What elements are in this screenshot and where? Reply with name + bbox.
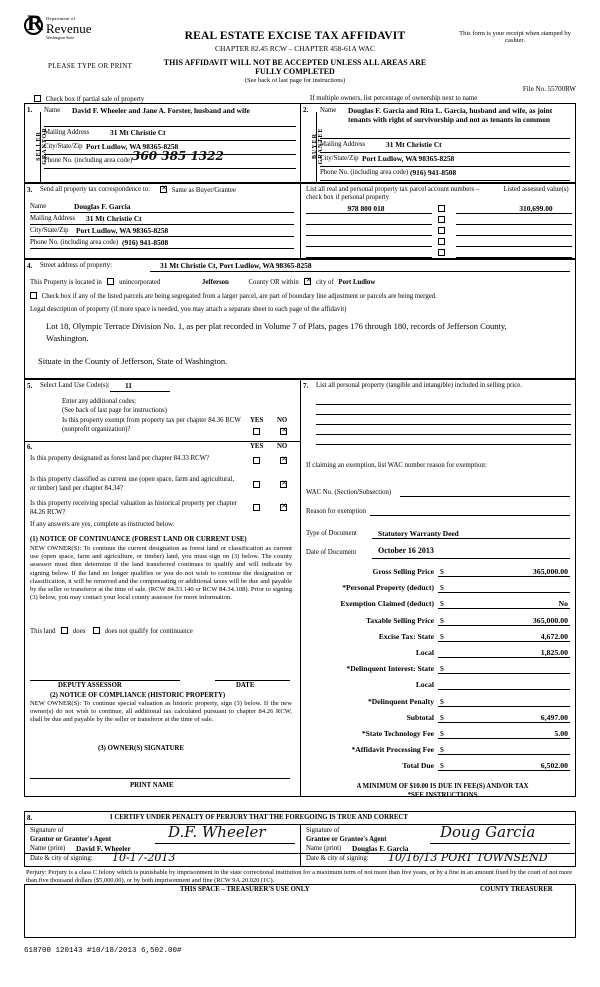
s3-mailing-value: 31 Mt Christie Ct xyxy=(86,214,142,223)
amount-currency-symbol: $ xyxy=(440,599,444,608)
amount-currency-symbol: $ xyxy=(440,583,444,592)
no-header-5: NO xyxy=(277,417,288,424)
treasurer-space-label: THIS SPACE – TREASURER'S USE ONLY xyxy=(180,886,310,893)
forest-yes-checkbox[interactable] xyxy=(253,457,260,464)
amount-label: *Delinquent Interest: State xyxy=(346,664,434,673)
parcel-number: 978 800 018 xyxy=(347,204,385,213)
continuance-text: NEW OWNER(S): To continue the current designation as forest land or classification as current use (open space, farm and agriculture, or timber) land, you must sign on (3) below. The county assessor must then determine if the land transferred continues to qualify and will indicate by signing below. If the land no longer qualifies or you do not wish to continue the designation or classification, it will be removed and the compensating or additional taxes will be due and payable by the seller or transferor at the time of sale. (RCW 84.33.140 or RCW 84.34.108). Prior to signing (3) below, you may contact your local county assessor for more information. xyxy=(30,545,292,602)
amount-label: Local xyxy=(415,680,434,689)
amount-label: Total Due xyxy=(402,761,434,770)
grantee-sig-label-2: Grantee or Grantee's Agent xyxy=(306,836,387,843)
agency-name-label: Revenue xyxy=(46,21,92,36)
city-word: city of xyxy=(316,279,334,286)
form-title-block xyxy=(150,30,440,84)
grantor-name-value: David F. Wheeler xyxy=(76,844,131,853)
parcel-assessed-line xyxy=(456,246,572,247)
grantee-name-value: Douglas F. Garcia xyxy=(352,844,409,853)
parcel-numbers-label: List all real and personal property tax parcel account numbers – check box if personal property xyxy=(306,186,480,201)
reason-exemption-label: Reason for exemption xyxy=(306,508,367,515)
s3-name-label: Name xyxy=(30,203,47,210)
unincorporated-checkbox[interactable] xyxy=(107,278,114,285)
seller-name-label: Name xyxy=(44,107,61,114)
section-3-number: 3. xyxy=(27,186,33,194)
receipt-note: This form is your receipt when stamped by cashier. xyxy=(459,30,571,44)
amount-line xyxy=(438,608,570,609)
city-checkbox[interactable] xyxy=(304,278,311,285)
amount-line xyxy=(438,673,570,674)
amount-value: 6,502.00 xyxy=(540,761,568,770)
amount-line xyxy=(438,754,570,755)
grantee-date-label: Date & city of signing: xyxy=(306,855,369,862)
historic-no-checkbox[interactable] xyxy=(280,504,287,511)
seller-phone-label: Phone No. (including area code) xyxy=(44,157,133,164)
document-date-label: Date of Document xyxy=(306,549,357,556)
buyer-city-value: Port Ludlow, WA 98365-8258 xyxy=(362,154,455,163)
deputy-assessor-label: DEPUTY ASSESSOR xyxy=(58,682,122,689)
amount-value: 365,000.00 xyxy=(532,616,568,625)
amount-label: Local xyxy=(415,648,434,657)
amount-line xyxy=(438,706,570,707)
amount-currency-symbol: $ xyxy=(440,567,444,576)
amount-value: 1,825.00 xyxy=(540,648,568,657)
buyer-mailing-value: 31 Mt Christie Ct xyxy=(386,140,442,149)
parcel-personal-checkbox[interactable] xyxy=(438,249,445,256)
answers-note: If any answers are yes, complete as instructed below. xyxy=(30,521,175,528)
parcel-assessed-line xyxy=(456,235,572,236)
amount-value: No xyxy=(558,599,568,608)
land-use-label: Select Land Use Code(s): xyxy=(40,382,110,389)
located-label: This Property is located in xyxy=(30,279,102,286)
compliance-text: NEW OWNER(S): To continue special valuation as historic property, sign (3) below. If the new owner(s) do not wish to continue, all additional tax calculated pursuant to chapter 84.26 RCW, shall be due and payable by the seller or transferor at the time of sale. xyxy=(30,700,292,724)
amount-line xyxy=(438,641,570,642)
grantor-name-label: Name (print) xyxy=(30,845,66,852)
grantor-sig-label-1: Signature of xyxy=(30,827,64,834)
s3-phone-value: (916) 941-8508 xyxy=(122,238,169,247)
amount-currency-symbol: $ xyxy=(440,664,444,673)
same-as-buyer-label: Same as Buyer/Grantee xyxy=(171,187,236,194)
section-3-divider xyxy=(300,183,301,259)
page-title: REAL ESTATE EXCISE TAX AFFIDAVIT xyxy=(184,30,406,42)
buyer-city-label: City/State/Zip xyxy=(320,155,359,162)
compliance-title: (2) NOTICE OF COMPLIANCE (HISTORIC PROPERTY) xyxy=(50,692,226,699)
land-use-code-value: 11 xyxy=(125,381,132,390)
wac-number-label: WAC No. (Section/Subsection) xyxy=(306,489,392,496)
owner-signature-label: (3) OWNER(S) SIGNATURE xyxy=(98,745,184,752)
personal-property-label: List all personal property (tangible and intangible) included in selling price. xyxy=(316,382,522,389)
exempt-yes-checkbox[interactable] xyxy=(253,428,260,435)
parcel-personal-checkbox[interactable] xyxy=(438,227,445,234)
amount-line xyxy=(438,657,570,658)
parcel-assessed-line xyxy=(456,257,572,258)
parcel-assessed-line xyxy=(456,224,572,225)
amount-line xyxy=(438,576,570,577)
buyer-phone-label: Phone No. (including area code) xyxy=(320,169,409,176)
parcel-number-line xyxy=(306,257,432,258)
amount-value: 5.00 xyxy=(554,729,568,738)
county-word: County OR within xyxy=(248,279,299,286)
parcel-personal-checkbox[interactable] xyxy=(438,205,445,212)
this-land-label: This land xyxy=(30,628,56,635)
parcel-personal-checkbox[interactable] xyxy=(438,216,445,223)
please-type-label: PLEASE TYPE OR PRINT xyxy=(48,62,133,70)
assessed-value-label: Listed assessed value(s) xyxy=(503,186,569,193)
treasurer-stamp: 618700 120143 #10/18/2013 6,502.00# xyxy=(24,947,182,955)
perjury-note: Perjury: Perjury is a class C felony which is punishable by imprisonment in the state correctional institution for a maximum term of not more than five years, or by a fine in an amount fixed by the court of not more than five thousand dollars ($5,000.00), or by both imprisonment and fine (RCW 9A.20.020 (1C). xyxy=(26,869,573,884)
document-type-value: Statutory Warranty Deed xyxy=(378,529,459,538)
amount-currency-symbol: $ xyxy=(440,616,444,625)
buyer-name-value: Douglas F. Garcia and Rita L. Garcia, husband and wife, as joint tenants with right of survivorship and not as tenants in common xyxy=(348,106,553,124)
buyer-mailing-label: Mailing Address xyxy=(320,141,366,148)
amount-label: *State Technology Fee xyxy=(361,729,434,738)
parcel-number-line xyxy=(306,224,432,225)
forest-land-question: Is this property designated as forest land per chapter 84.33 RCW? xyxy=(30,455,210,462)
assessor-date-label: DATE xyxy=(236,682,255,689)
does-checkbox[interactable] xyxy=(61,627,68,634)
amount-label: Subtotal xyxy=(406,713,434,722)
located-row xyxy=(30,278,375,286)
amount-currency-symbol: $ xyxy=(440,761,444,770)
section-8-divider xyxy=(300,824,301,867)
seller-mailing-label: Mailing Address xyxy=(44,129,90,136)
parcel-number-line xyxy=(306,213,432,214)
legal-description-text-2: Situate in the County of Jefferson, State of Washington. xyxy=(38,356,228,366)
forest-no-checkbox[interactable] xyxy=(280,457,287,464)
partial-sale-checkbox[interactable] xyxy=(34,95,41,102)
buyer-phone-value: (916) 941-8508 xyxy=(410,168,457,177)
see-instructions-note: *SEE INSTRUCTIONS xyxy=(407,792,478,799)
parcel-assessed-line xyxy=(456,213,572,214)
document-date-value: October 16 2013 xyxy=(378,546,434,555)
seller-mailing-value: 31 Mt Christie Ct xyxy=(110,128,166,137)
continuance-qualify-row[interactable] xyxy=(30,627,193,635)
current-use-yes-checkbox[interactable] xyxy=(253,481,260,488)
amount-label: Exemption Claimed (deduct) xyxy=(340,599,434,608)
does-not-label: does not qualify for continuance xyxy=(104,628,193,635)
city-value: Port Ludlow xyxy=(338,279,376,286)
county-value: Jefferson xyxy=(202,279,229,286)
amount-currency-symbol: $ xyxy=(440,729,444,738)
section-6-number: 6. xyxy=(27,443,33,451)
amount-label: *Personal Property (deduct) xyxy=(342,583,434,592)
amount-line xyxy=(438,592,570,593)
legal-description-label: Legal description of property (if more space is needed, you may attach a separate sheet to each page of the affidavit) xyxy=(30,306,347,313)
seller-phone-value: 360 385 1322 xyxy=(132,149,224,163)
parties-divider xyxy=(300,103,301,183)
enter-codes-label: Enter any additional codes: xyxy=(62,398,137,405)
file-number xyxy=(523,85,576,93)
amount-label: Gross Selling Price xyxy=(372,567,434,576)
grantor-signature[interactable]: D.F. Wheeler xyxy=(168,823,266,841)
grantor-sig-label-2: Grantor or Grantor's Agent xyxy=(30,836,112,843)
segregate-label: Check box if any of the listed parcels are being segregated from a larger parcel, are part of boundary line adjustment or parcels are being merged. xyxy=(41,293,437,300)
file-number-value: 55700RW xyxy=(547,85,576,93)
amount-value: 6,497.00 xyxy=(540,713,568,722)
s3-city-label: City/State/Zip xyxy=(30,227,69,234)
section-2-number: 2. xyxy=(303,106,309,114)
form-subtitle: CHAPTER 82.45 RCW – CHAPTER 458-61A WAC xyxy=(215,44,375,53)
legal-description-text-1: Lot 18, Olympic Terrace Division No. 1, as per plat recorded in Volume 7 of Plats, pages 176 through 180, records of Jefferson County, Washington. xyxy=(46,321,507,343)
section-7-number: 7. xyxy=(303,382,309,390)
current-use-no-checkbox[interactable] xyxy=(280,481,287,488)
parcel-number-line xyxy=(306,246,432,247)
yes-header-5: YES xyxy=(250,417,264,424)
document-type-label: Type of Document xyxy=(306,530,357,537)
form-instructions-note: (See back of last page for instructions) xyxy=(244,77,346,84)
amount-currency-symbol: $ xyxy=(440,745,444,754)
buyer-name-label: Name xyxy=(320,107,337,114)
treasurer-box xyxy=(24,884,576,938)
does-label: does xyxy=(72,628,86,635)
section-5-number: 5. xyxy=(27,382,33,390)
grantor-date-label: Date & city of signing: xyxy=(30,855,93,862)
amount-line xyxy=(438,689,570,690)
unincorporated-label: unincorporated xyxy=(119,279,161,286)
current-use-question: Is this property classified as current use (open space, farm and agricultural, or timber) land per chapter 84.34? xyxy=(30,476,235,492)
amount-line xyxy=(438,770,570,771)
agency-dept-label: Department of xyxy=(46,16,76,21)
exemption-claim-label: If claiming an exemption, list WAC number reason for exemption: xyxy=(306,462,487,469)
amount-currency-symbol: $ xyxy=(440,713,444,722)
street-address-label: Street address of property: xyxy=(40,262,112,269)
no-header-6: NO xyxy=(277,443,288,450)
s3-mailing-label: Mailing Address xyxy=(30,215,76,222)
file-number-label: File No. xyxy=(522,85,546,93)
street-address-value: 31 Mt Christie Ct, Port Ludlow, WA 98365-8258 xyxy=(160,261,312,270)
seller-side-label: SELLER GRANTOR xyxy=(36,127,48,165)
grantee-signature[interactable]: Doug Garcia xyxy=(440,823,536,841)
grantor-date-value: 10-17-2013 xyxy=(112,851,176,864)
historic-yes-checkbox[interactable] xyxy=(253,504,260,511)
does-not-checkbox[interactable] xyxy=(93,627,100,634)
section-8-number: 8. xyxy=(27,814,33,822)
seller-name-value: David F. Wheeler and Jane A. Forster, husband and wife xyxy=(72,106,250,115)
parcel-number-line xyxy=(306,235,432,236)
agency-logo: R Department of Revenue Washington State xyxy=(24,16,134,42)
amount-value: 4,672.00 xyxy=(540,632,568,641)
parcel-assessed-value: 310,699.00 xyxy=(519,204,553,213)
amount-currency-symbol: $ xyxy=(440,632,444,641)
grantee-name-label: Name (print) xyxy=(306,845,342,852)
multiple-owners-note: If multiple owners, list percentage of ownership next to name xyxy=(310,95,478,102)
buyer-side-label: BUYER GRANTEE xyxy=(312,127,324,165)
certification-statement: I CERTIFY UNDER PENALTY OF PERJURY THAT THE FOREGOING IS TRUE AND CORRECT xyxy=(110,814,408,821)
see-back-label: (See back of last page for instructions) xyxy=(62,407,167,414)
same-as-buyer-row[interactable] xyxy=(160,186,236,194)
grantee-date-value: 10/16/13 PORT TOWNSEND xyxy=(388,851,548,864)
s3-phone-label: Phone No. (including area code) xyxy=(30,239,119,246)
s3-name-value: Douglas F. Garcia xyxy=(74,202,131,211)
seller-city-label: City/State/Zip xyxy=(44,143,83,150)
seller-city-value: Port Ludlow, WA 98365-8258 xyxy=(86,142,179,151)
exempt-question: Is this property exempt from property tax per chapter 84.36 RCW (nonprofit organization)? xyxy=(62,417,241,433)
amount-line xyxy=(438,738,570,739)
minimum-due-note: A MINIMUM OF $10.00 IS DUE IN FEE(S) AND/OR TAX xyxy=(356,783,529,790)
segregate-checkbox[interactable] xyxy=(30,292,37,299)
amount-line xyxy=(438,722,570,723)
amount-label: *Delinquent Penalty xyxy=(367,697,434,706)
amount-label: Excise Tax: State xyxy=(378,632,434,641)
amount-value: 365,000.00 xyxy=(532,567,568,576)
historic-question: Is this property receiving special valuation as historical property per chapter 84.26 RCW? xyxy=(30,500,237,516)
county-treasurer-label: COUNTY TREASURER xyxy=(480,886,553,893)
amount-currency-symbol: $ xyxy=(440,697,444,706)
agency-state-label: Washington State xyxy=(46,35,75,40)
s3-city-value: Port Ludlow, WA 98365-8258 xyxy=(76,226,169,235)
same-as-buyer-checkbox[interactable] xyxy=(160,186,167,193)
grantee-sig-label-1: Signature of xyxy=(306,827,340,834)
amount-label: Taxable Selling Price xyxy=(365,616,434,625)
parcel-personal-checkbox[interactable] xyxy=(438,238,445,245)
exempt-no-checkbox[interactable] xyxy=(280,428,287,435)
partial-sale-label: Check box if partial sale of property xyxy=(45,96,145,103)
section-4-number: 4. xyxy=(27,262,33,270)
partial-sale-row[interactable] xyxy=(34,95,144,103)
continuance-title: (1) NOTICE OF CONTINUANCE (FOREST LAND OR CURRENT USE) xyxy=(30,536,247,543)
amount-line xyxy=(438,625,570,626)
amount-label: *Affidavit Processing Fee xyxy=(351,745,434,754)
send-correspondence-label: Send all property tax correspondence to: xyxy=(40,186,151,193)
segregate-row[interactable] xyxy=(30,292,570,300)
form-notice: THIS AFFIDAVIT WILL NOT BE ACCEPTED UNLESS ALL AREAS ARE FULLY COMPLETED xyxy=(163,58,427,76)
yes-header-6: YES xyxy=(250,443,264,450)
print-name-label: PRINT NAME xyxy=(130,782,174,789)
section-1-number: 1. xyxy=(27,106,33,114)
